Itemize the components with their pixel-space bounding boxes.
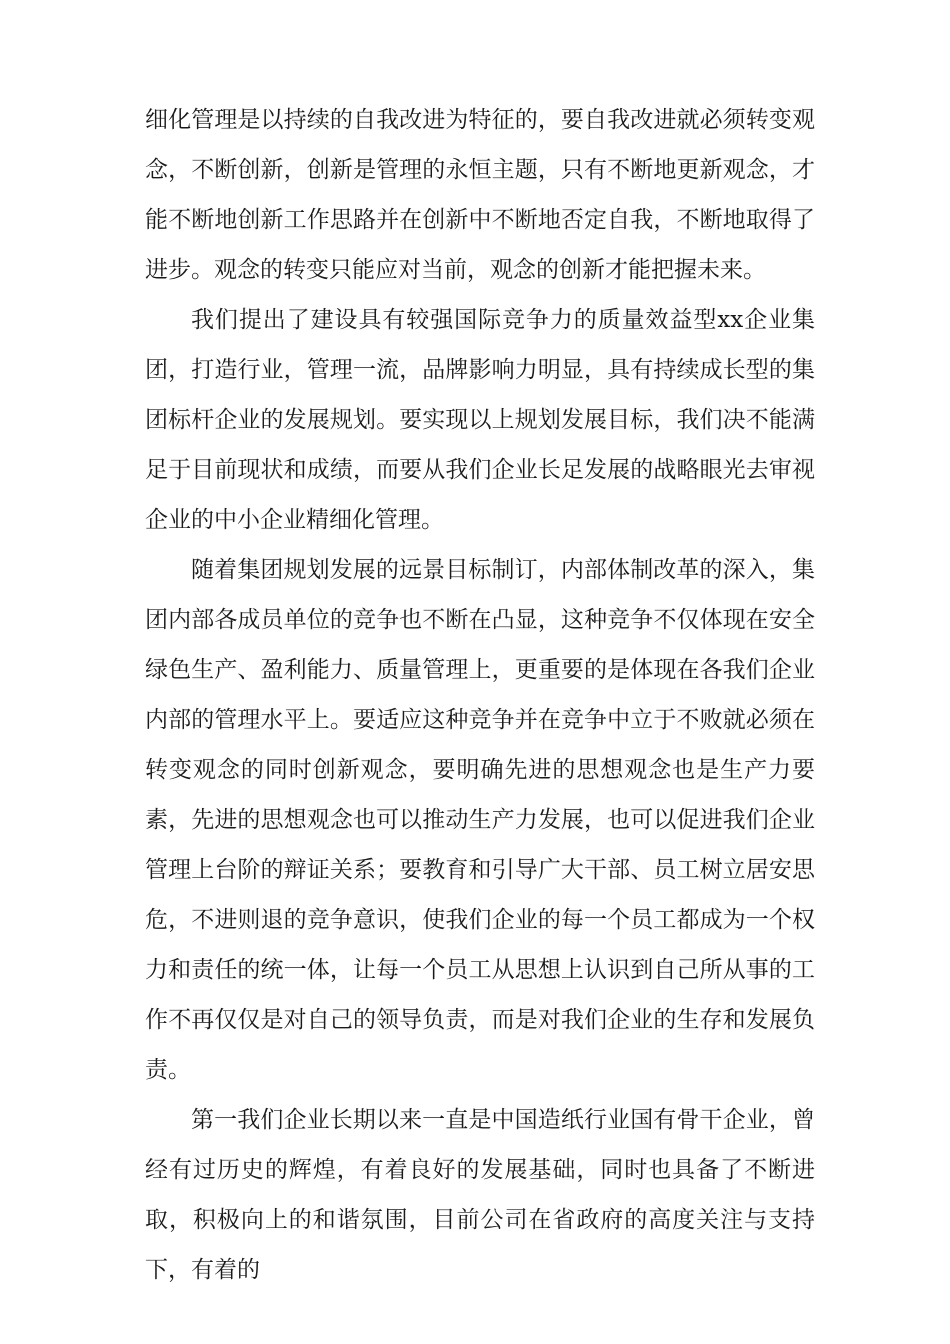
- paragraph-3: 随着集团规划发展的远景目标制订，内部体制改革的深入，集团内部各成员单位的竞争也不断在凸显，这种竞争不仅体现在安全绿色生产、盈利能力、质量管理上，更重要的是体现在各我们企业内部的管理水平上。要适应这种竞争并在竞争中立于不败就必须在转变观念的同时创新观念，要明确先进的思想观念也是生产力要素，先进的思想观念也可以推动生产力发展，也可以促进我们企业管理上台阶的辩证关系；要教育和引导广大干部、员工树立居安思危，不进则退的竞争意识，使我们企业的每一个员工都成为一个权力和责任的统一体，让每一个员工从思想上认识到自己所从事的工作不再仅仅是对自己的领导负责，而是对我们企业的生存和发展负责。: [145, 557, 815, 1083]
- paragraph-2: 我们提出了建设具有较强国际竞争力的质量效益型xx企业集团，打造行业，管理一流，品牌影响力明显，具有持续成长型的集团标杆企业的发展规划。要实现以上规划发展目标，我们决不能满足于目前现状和成绩，而要从我们企业长足发展的战略眼光去审视企业的中小企业精细化管理。: [145, 307, 815, 533]
- document-body: [145, 95, 815, 1295]
- paragraph-1: 细化管理是以持续的自我改进为特征的，要自我改进就必须转变观念，不断创新，创新是管理的永恒主题，只有不断地更新观念，才能不断地创新工作思路并在创新中不断地否定自我，不断地取得了进步。观念的转变只能应对当前，观念的创新才能把握未来。: [145, 107, 815, 283]
- paragraph-4: 第一我们企业长期以来一直是中国造纸行业国有骨干企业，曾经有过历史的辉煌，有着良好的发展基础，同时也具备了不断进取，积极向上的和谐氛围，目前公司在省政府的高度关注与支持下，有着的: [145, 1107, 815, 1283]
